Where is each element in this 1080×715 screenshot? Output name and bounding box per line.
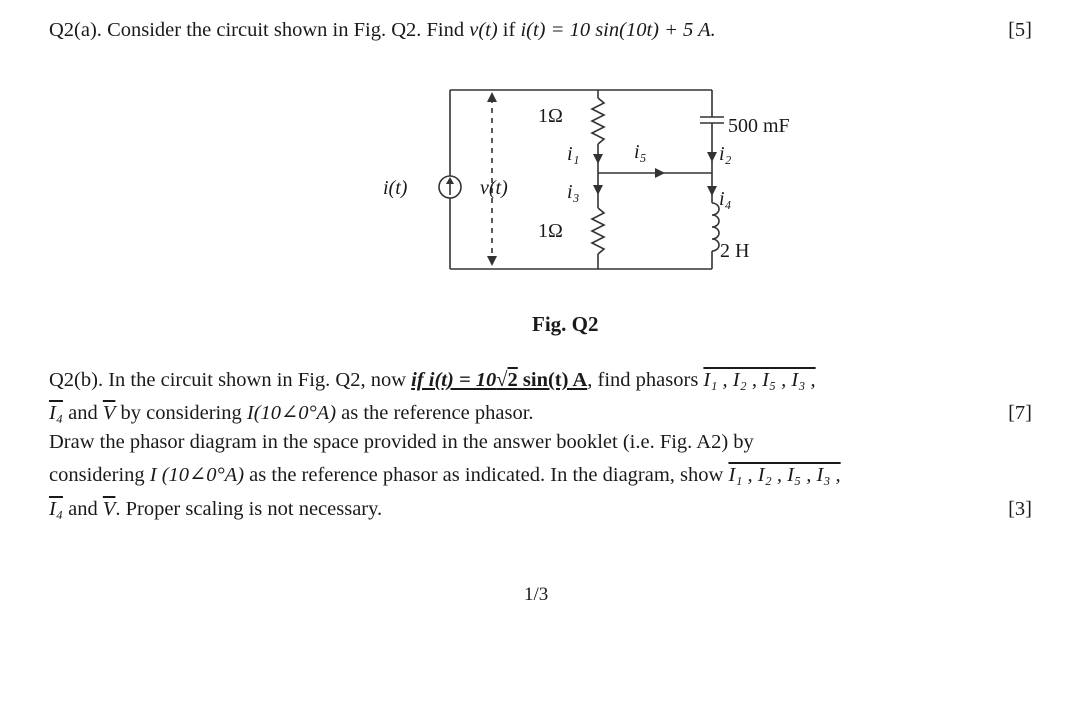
q2b-label: Q2(b).: [49, 369, 104, 391]
label-voltage: v(t): [480, 177, 508, 199]
q2b-marks-2: [3]: [1008, 498, 1032, 520]
label-i2: i₂: [719, 143, 732, 165]
q2b-line-2: [49, 401, 534, 425]
q2a-find-expression: v(t): [469, 19, 498, 41]
voltage-arrow-up: [487, 92, 497, 102]
label-i5: i₅: [634, 141, 647, 163]
q2b-l1-text: In the circuit shown in Fig. Q2, now: [103, 369, 412, 391]
resistor-top: [592, 98, 604, 144]
q2b-cond-suffix: sin(t) A: [517, 369, 588, 391]
q2b-phasor-list-1: I₁ , I₂ , I₅ , I₃ ,: [703, 369, 816, 391]
q2b-line-1: [49, 368, 816, 392]
label-source-current: i(t): [383, 177, 408, 199]
q2b-l5-tail: . Proper scaling is not necessary.: [115, 498, 383, 520]
q2b-l1-tail: , find phasors: [587, 369, 704, 391]
q2a-question: [49, 18, 716, 42]
q2b-l2-text: by considering: [115, 402, 247, 424]
current-source: [439, 176, 461, 198]
figure-caption: Fig. Q2: [532, 312, 599, 336]
q2b-l2-and: and: [62, 402, 103, 424]
i2-arrow: [707, 152, 717, 162]
q2a-given-current: i(t) = 10 sin(10t) + 5 A.: [520, 19, 716, 41]
q2b-marks-1: [7]: [1008, 402, 1032, 424]
q2b-l2-phasor-v: $\overline{V}$: [102, 402, 116, 424]
page-number: 1/3: [524, 584, 549, 605]
q2b-line-5: [49, 497, 382, 521]
q2b-l4-reference: I (10∠0°A): [149, 464, 245, 486]
label-inductor: 2 H: [720, 240, 750, 262]
q2b-condition: if i(t) = 10√2 sin(t) A: [411, 369, 588, 391]
label-i3: i₃: [567, 181, 580, 203]
q2b-l2-tail: as the reference phasor.: [336, 402, 534, 424]
q2b-l5-and: and: [62, 498, 103, 520]
i3-arrow: [593, 185, 603, 195]
i4-arrow: [707, 186, 717, 196]
q2b-l2-phasor-i4: I₄: [49, 402, 63, 424]
q2b-cond-prefix: if i(t) = 10: [411, 369, 497, 391]
label-r-top: 1Ω: [538, 105, 563, 127]
q2a-marks: [5]: [1008, 19, 1032, 41]
label-i4: i₄: [719, 188, 732, 210]
q2b-line-3: Draw the phasor diagram in the space provided in the answer booklet (i.e. Fig. A2) by: [49, 431, 754, 453]
q2a-text: Consider the circuit shown in Fig. Q2. Find: [101, 19, 470, 41]
q2b-l5-phasor-i4: I₄: [49, 498, 63, 520]
q2b-phasor-list-2: I₁ , I₂ , I₅ , I₃ ,: [728, 464, 841, 486]
q2b-l5-phasor-v: $\overline{V}$: [102, 498, 116, 520]
i5-arrow: [655, 168, 665, 178]
label-i1: i₁: [567, 143, 580, 165]
inductor-coil: [712, 203, 719, 251]
voltage-arrow-down: [487, 256, 497, 266]
q2a-if: if: [497, 19, 521, 41]
resistor-bottom: [592, 208, 604, 254]
q2b-l4-tail: as the reference phasor as indicated. In the diagram, show: [244, 464, 729, 486]
q2b-line-4: [49, 463, 841, 487]
q2b-l4-text: considering: [49, 464, 150, 486]
label-capacitor: 500 mF: [728, 115, 790, 137]
i1-arrow: [593, 154, 603, 164]
label-r-bottom: 1Ω: [538, 220, 563, 242]
q2b-cond-sqrt: 2: [507, 369, 518, 391]
q2b-l2-reference: I(10∠0°A): [246, 402, 337, 424]
q2a-label: Q2(a).: [49, 19, 102, 41]
